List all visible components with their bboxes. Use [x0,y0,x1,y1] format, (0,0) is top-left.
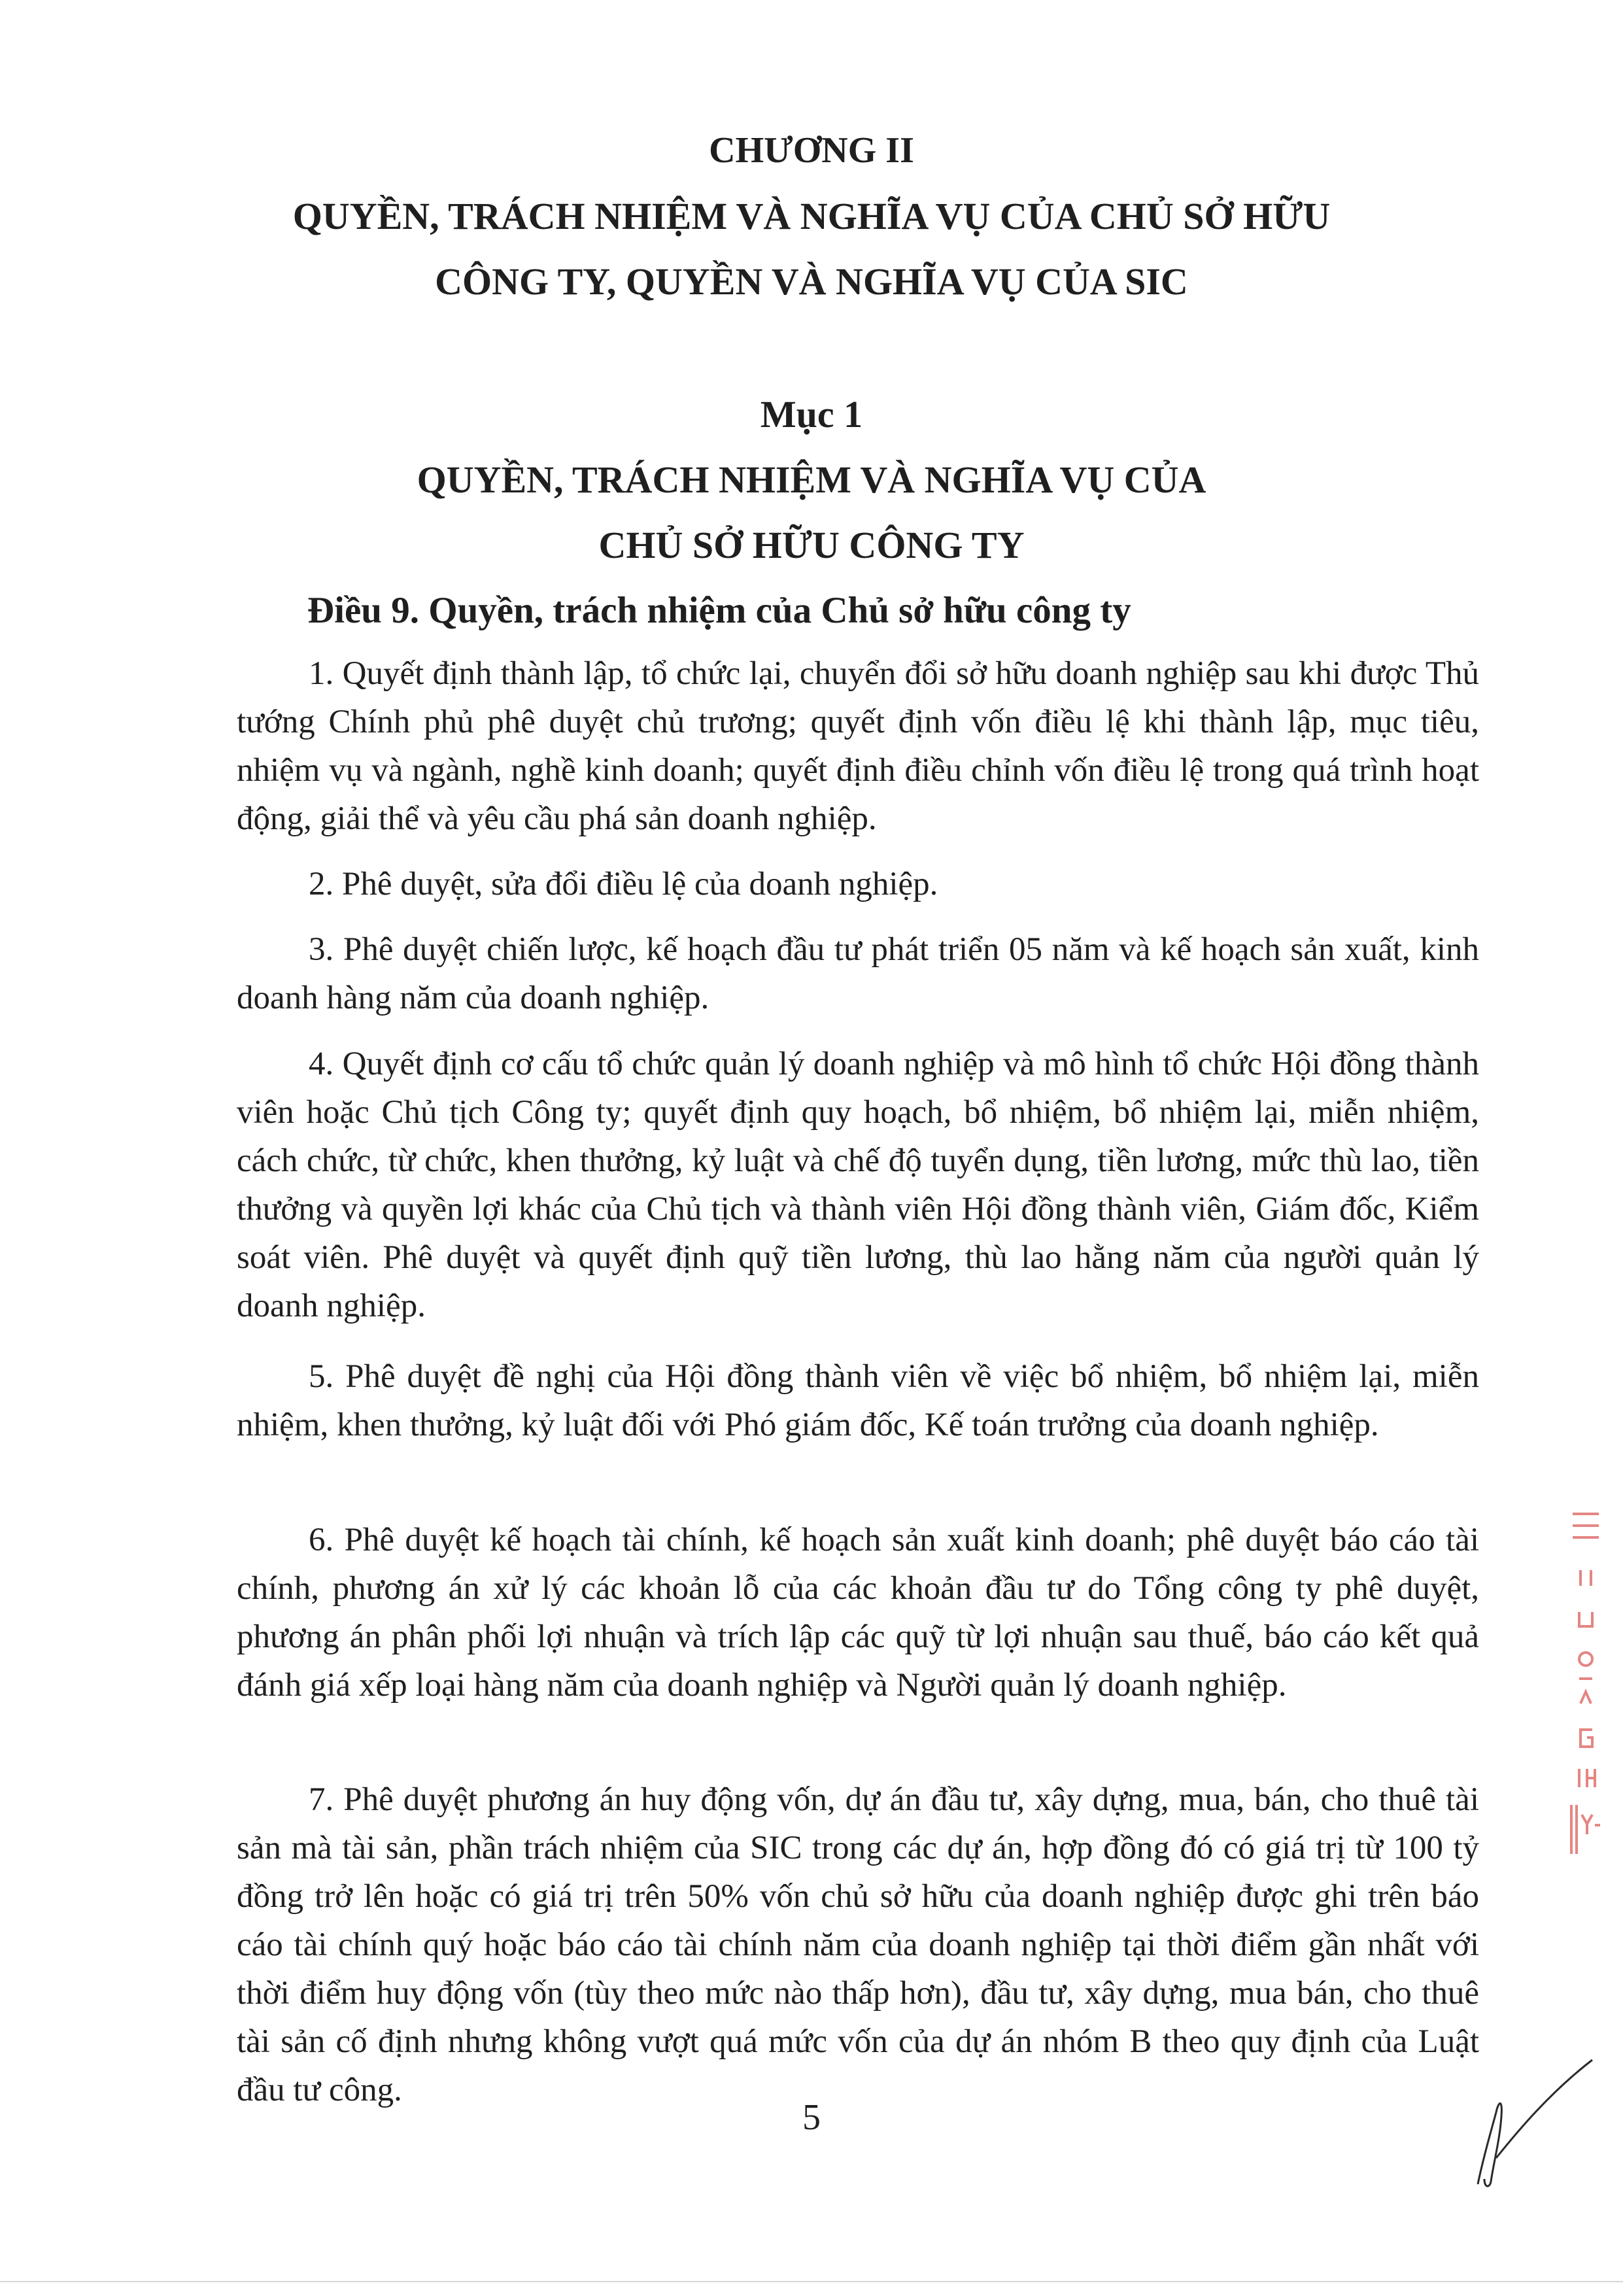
chapter-title: CHƯƠNG II [709,130,914,171]
article-paragraph-2: 2. Phê duyệt, sửa đổi điều lệ của doanh nghiệp. [309,866,938,902]
article-paragraph-5: 5. Phê duyệt đề nghị của Hội đồng thành viên về việc bổ nhiệm, bổ nhiệm lại, miễn nhiệm, khen thưởng, kỷ luật đối với Phó giám đốc, Kế toán trưởng của doanh nghiệp. [237,1358,1479,1443]
section-title: Mục 1 [760,393,863,436]
chapter-subtitle-line-2: CÔNG TY, QUYỀN VÀ NGHĨA VỤ CỦA SIC [435,260,1188,303]
scan-edge-divider [0,2281,1623,2282]
section-subtitle-line-2: CHỦ SỞ HỮU CÔNG TY [598,524,1025,566]
article-paragraph-1: 1. Quyết định thành lập, tổ chức lại, chuyển đổi sở hữu doanh nghiệp sau khi được Thủ tướng Chính phủ phê duyệt chủ trương; quyết định vốn điều lệ khi thành lập, mục tiêu, nhiệm vụ và ngành, nghề kinh doanh; quyết định điều chỉnh vốn điều lệ trong quá trình hoạt động, giải thể và yêu cầu phá sản doanh nghiệp. [237,655,1479,837]
chapter-subtitle-line-1: QUYỀN, TRÁCH NHIỆM VÀ NGHĨA VỤ CỦA CHỦ SỞ HỮU [292,195,1331,237]
margin-stamp-icon [1566,1507,1605,1874]
signature-icon [1465,2053,1596,2191]
article-heading: Điều 9. Quyền, trách nhiệm của Chủ sở hữu công ty [307,590,1131,631]
article-paragraph-4: 4. Quyết định cơ cấu tổ chức quản lý doanh nghiệp và mô hình tổ chức Hội đồng thành viên hoặc Chủ tịch Công ty; quyết định quy hoạch, bổ nhiệm, bổ nhiệm lại, miễn nhiệm, cách chức, từ chức, khen thưởng, kỷ luật và chế độ tuyển dụng, tiền lương, mức thù lao, tiền thưởng và quyền lợi khác của Chủ tịch và thành viên Hội đồng thành viên, Giám đốc, Kiểm soát viên. Phê duyệt và quyết định quỹ tiền lương, thù lao hằng năm của người quản lý doanh nghiệp. [237,1046,1479,1324]
page-number: 5 [802,2097,821,2138]
article-paragraph-3: 3. Phê duyệt chiến lược, kế hoạch đầu tư phát triển 05 năm và kế hoạch sản xuất, kinh doanh hàng năm của doanh nghiệp. [237,931,1479,1016]
section-subtitle-line-1: QUYỀN, TRÁCH NHIỆM VÀ NGHĨA VỤ CỦA [417,458,1206,501]
article-paragraph-7: 7. Phê duyệt phương án huy động vốn, dự án đầu tư, xây dựng, mua, bán, cho thuê tài sản mà tài sản, phần trách nhiệm của SIC trong các dự án, hợp đồng đó có giá trị từ 100 tỷ đồng trở lên hoặc có giá trị trên 50% vốn chủ sở hữu của doanh nghiệp được ghi trên báo cáo tài chính quý hoặc báo cáo tài chính năm của doanh nghiệp tại thời điểm gần nhất với thời điểm huy động vốn (tùy theo mức nào thấp hơn), đầu tư, xây dựng, mua bán, cho thuê tài sản cố định nhưng không vượt quá mức vốn của dự án nhóm B theo quy định của Luật đầu tư công. [237,1781,1479,2108]
article-paragraph-6: 6. Phê duyệt kế hoạch tài chính, kế hoạch sản xuất kinh doanh; phê duyệt báo cáo tài chính, phương án xử lý các khoản lỗ của các khoản đầu tư do Tổng công ty phê duyệt, phương án phân phối lợi nhuận và trích lập các quỹ từ lợi nhuận sau thuế, báo cáo kết quả đánh giá xếp loại hàng năm của doanh nghiệp và Người quản lý doanh nghiệp. [237,1522,1479,1704]
